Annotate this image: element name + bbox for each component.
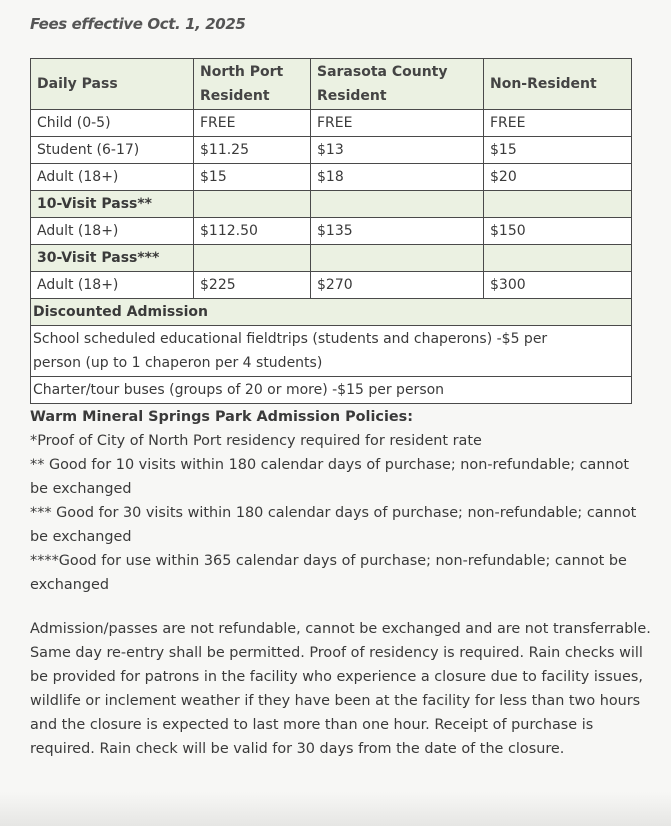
sarasota-price: $13 <box>311 137 484 164</box>
row-label: Child (0-5) <box>31 110 194 137</box>
table-row <box>31 272 632 299</box>
section-row-30-visit <box>31 245 632 272</box>
north-port-price: $112.50 <box>194 218 311 245</box>
discounted-admission-title: Discounted Admission <box>31 299 632 326</box>
header-north-port-resident: North Port Resident <box>194 59 311 110</box>
discount-note-buses: Charter/tour buses (groups of 20 or more) -$15 per person <box>31 377 632 404</box>
header-daily-pass: Daily Pass <box>31 59 194 110</box>
table-row <box>31 110 632 137</box>
empty-cell <box>194 191 311 218</box>
sarasota-price: $18 <box>311 164 484 191</box>
bottom-fade <box>0 792 671 826</box>
policy-line: ****Good for use within 365 calendar days of purchase; non-refundable; cannot be exchanged <box>30 553 627 593</box>
row-label: Student (6-17) <box>31 137 194 164</box>
discount-note-fieldtrips <box>31 326 632 377</box>
section-title: 30-Visit Pass*** <box>31 245 194 272</box>
table-row <box>31 218 632 245</box>
non-resident-price: $300 <box>484 272 632 299</box>
closing-paragraph: Admission/passes are not refundable, cannot be exchanged and are not transferrable. Same day re-entry shall be permitted. Proof of residency is required. Rain checks will be provided for patrons in the facility who experience a closure due to facility issues, wildlife or inclement weather if they have been at the facility for less than two hours and the closure is expected to last more than one hour. Receipt of purchase is required. Rain check will be valid for 30 days from the date of the closure. <box>30 621 651 757</box>
empty-cell <box>484 191 632 218</box>
policy-line: *Proof of City of North Port residency required for resident rate <box>30 433 482 449</box>
north-port-price: $225 <box>194 272 311 299</box>
row-label: Adult (18+) <box>31 272 194 299</box>
non-resident-price: FREE <box>484 110 632 137</box>
header-non-resident: Non-Resident <box>484 59 632 110</box>
fees-table <box>30 58 632 404</box>
table-row <box>31 164 632 191</box>
row-label: Adult (18+) <box>31 164 194 191</box>
non-resident-price: $15 <box>484 137 632 164</box>
empty-cell <box>311 191 484 218</box>
discounted-admission-row <box>31 299 632 326</box>
non-resident-price: $150 <box>484 218 632 245</box>
effective-date-note: Fees effective Oct. 1, 2025 <box>30 15 246 33</box>
section-row-10-visit <box>31 191 632 218</box>
policy-line: *** Good for 30 visits within 180 calendar days of purchase; non-refundable; cannot be exchanged <box>30 505 637 545</box>
empty-cell <box>311 245 484 272</box>
sarasota-price: $270 <box>311 272 484 299</box>
empty-cell <box>194 245 311 272</box>
discount-note-row <box>31 377 632 404</box>
row-label: Adult (18+) <box>31 218 194 245</box>
empty-cell <box>484 245 632 272</box>
north-port-price: FREE <box>194 110 311 137</box>
section-title: 10-Visit Pass** <box>31 191 194 218</box>
sarasota-price: FREE <box>311 110 484 137</box>
table-header-row <box>31 59 632 110</box>
fees-table-wrapper <box>30 58 631 404</box>
policies-title: Warm Mineral Springs Park Admission Policies: <box>30 409 413 425</box>
discount-note-text: School scheduled educational fieldtrips (students and chaperons) -$5 per person (up to 1 chaperon per 4 students) <box>33 331 548 371</box>
table-row <box>31 137 632 164</box>
north-port-price: $11.25 <box>194 137 311 164</box>
non-resident-price: $20 <box>484 164 632 191</box>
header-sarasota-county-resident: Sarasota County Resident <box>311 59 484 110</box>
discount-note-row <box>31 326 632 377</box>
admission-policies <box>30 405 640 597</box>
north-port-price: $15 <box>194 164 311 191</box>
policy-line: ** Good for 10 visits within 180 calendar days of purchase; non-refundable; cannot be exchanged <box>30 457 630 497</box>
sarasota-price: $135 <box>311 218 484 245</box>
